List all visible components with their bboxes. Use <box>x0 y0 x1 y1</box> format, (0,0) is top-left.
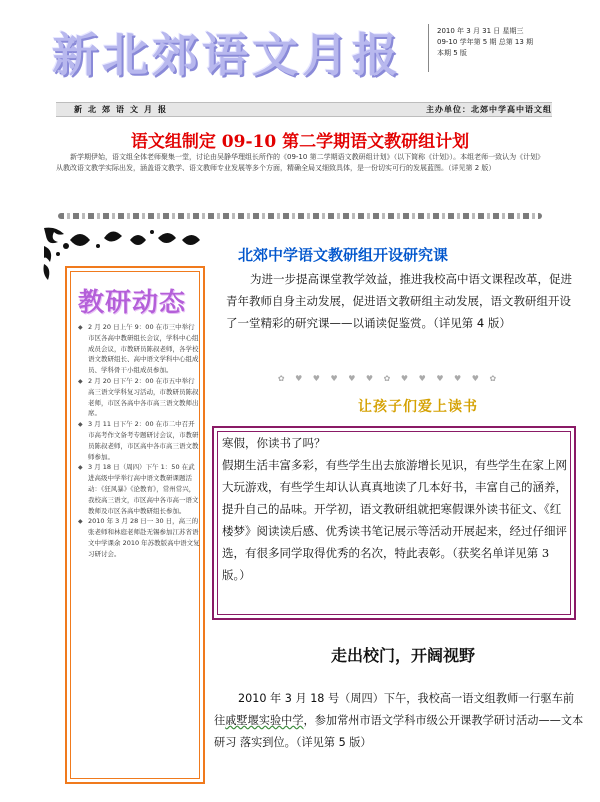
sidebar-news-list <box>78 322 200 560</box>
reading-article-lead: 寒假，你读书了吗？ <box>222 436 326 450</box>
list-item <box>78 322 200 376</box>
floral-ornament-icon <box>60 226 208 254</box>
list-item <box>78 419 200 462</box>
reading-article-body: 假期生活丰富多彩，有些学生出去旅游增长见识，有些学生在家上网大玩游戏，有些学生却认认真真地读了几本好书，丰富自己的涵养，提升自己的品味。开学初，语文教研组就把寒假课外读书征文、《红楼梦》阅读读后感、优秀读书笔记展示等活动开展起来，经过仔细评选，有很多同学取得优秀的名次，特此表彰。（获奖名单详见第 3 版。） <box>222 458 567 582</box>
article-research-lesson-body: 为进一步提高课堂教学效益，推进我校高中语文课程改革，促进青年教师自身主动发展，促进语文教研组主动发展，语文教研组开设了一堂精彩的研究课——以诵读促鉴赏。（详见第 4 版） <box>226 272 572 330</box>
sidebar-title: 教研动态 <box>78 288 187 318</box>
field-trip-text-end: ，参加常州市语文学科市级公开课教学研讨活动——文本研习 落实到位。（详见第 5 版） <box>214 714 584 749</box>
issue-pages: 本期 5 版 <box>437 49 467 57</box>
article-field-trip-body <box>214 688 584 754</box>
ribbon-paper-name: 新北郊语文月报 <box>74 105 172 114</box>
ribbon-sponsor: 主办单位：北郊中学高中语文组 <box>426 105 552 114</box>
ornament-dots-row: ✿ ♥ ♥ ♥ ♥ ♥ ✿ ♥ ♥ ♥ ♥ ♥ ✿ <box>277 374 501 383</box>
list-item <box>78 516 200 559</box>
issue-info <box>428 24 577 72</box>
lead-intro-paragraph: 新学期伊始，语文组全体老师聚集一堂，讨论由吴静华理组长所作的《09-10 第二学期语文教研组计划》（以下简称《计划》）。本组老师一致认为《计划》从教改语文教学实际出发，涵盖语文教学、语文教师专业发展等多个方面，精确全局又细致具体，是一份切实可行的发展蓝图。（详见第 2 版） <box>56 153 541 172</box>
issue-date: 2010 年 3 月 31 日 星期三 <box>437 27 524 35</box>
bullet-icon: ◆ <box>78 377 83 385</box>
issue-number: 09-10 学年第 5 期 总第 13 期 <box>437 38 534 46</box>
bullet-icon: ◆ <box>78 464 83 472</box>
bullet-icon: ◆ <box>78 421 83 429</box>
list-item <box>78 462 200 516</box>
sidebar-item-text: 2 月 20 日上午 9：00 在市三中举行市区各高中教研组长会议，学科中心组成员会议，市教研员陈叔老师，各学校语文教研组长、高中语文学科中心组成员、学科骨干小组成员参加。 <box>88 323 199 375</box>
field-trip-school-name: 戚墅堰实验中学 <box>225 714 304 727</box>
article-reading-title: 让孩子们爱上读书 <box>358 399 478 415</box>
header-ribbon <box>56 102 552 117</box>
masthead-title: 新北郊语文月报 <box>52 28 402 82</box>
sidebar-item-text: 2010 年 3 月 28 日一 30 日，高三的张老师和林庭老师赴无锡参加江苏省语文中学课余 2010 年苏教版高中语文复习研讨会。 <box>88 517 200 558</box>
bullet-icon: ◆ <box>78 518 83 526</box>
reading-article-text <box>222 432 570 586</box>
sidebar-item-text: 2 月 20 日下午 2：00 在市五中举行高三语文学科复习活动，市教研员陈叔老师，市区各高中各市高三语文教师出席。 <box>88 376 199 418</box>
sidebar-item-text: 3 月 18 日（周四）下午 1：50 在武进高级中学举行高中语文教研课题活动：《狂风暴》《论教育》，常州常兴，我校高三语文，市区高中各市高一语文教师及市区各高中教研组长参加。 <box>88 463 199 515</box>
bullet-icon: ◆ <box>78 324 83 331</box>
lead-headline: 语文组制定 09-10 第二学期语文教研组计划 <box>130 132 470 152</box>
sidebar-item-text: 3 月 11 日下午 2：00 在市二中召开市高考作文备考专题研讨会议，市教研员陈叔老师，市区高中各市高三语文教师参加。 <box>88 420 199 461</box>
section-divider <box>58 213 542 219</box>
field-trip-text-start: 2010 年 3 月 18 号（周四）下午，我校高一语文组教师一行驱车前往 <box>214 692 575 727</box>
article-field-trip-title: 走出校门，开阔视野 <box>330 646 475 665</box>
article-research-lesson-title: 北郊中学语文教研组开设研究课 <box>238 246 449 264</box>
